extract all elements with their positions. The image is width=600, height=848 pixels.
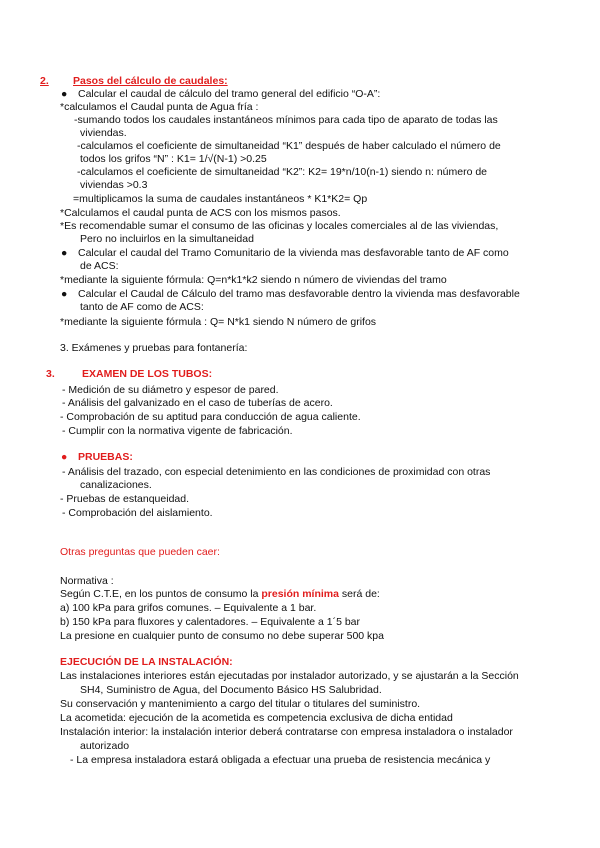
section-2-number: 2. — [40, 75, 49, 87]
cte-highlight: presión mínima — [261, 588, 339, 600]
section-2-title: Pasos del cálculo de caudales: — [73, 75, 228, 87]
ejecucion-title: EJECUCIÓN DE LA INSTALACIÓN: — [60, 656, 233, 668]
section-3-item: - Análisis del galvanizado en el caso de tuberías de acero. — [62, 397, 333, 409]
pruebas-item: - Pruebas de estanqueidad. — [60, 493, 190, 505]
section-2-line: *Es recomendable sumar el consumo de las oficinas y locales comerciales al de las viviendas, — [60, 220, 499, 232]
section-3-item: - Medición de su diámetro y espesor de pared. — [62, 384, 279, 396]
cte-line — [60, 588, 380, 601]
cte-text: Según C.T.E, en los puntos de consumo la — [60, 588, 262, 600]
bullet-icon: ● — [61, 247, 68, 259]
section-3-title: EXAMEN DE LOS TUBOS: — [82, 368, 213, 380]
pruebas-item: - Análisis del trazado, con especial detenimiento en las condiciones de proximidad con otras — [62, 466, 491, 478]
pressure-line: La presione en cualquier punto de consumo no debe superar 500 kpa — [60, 630, 384, 642]
bullet-icon: ● — [61, 288, 68, 300]
bullet-icon: ● — [61, 88, 68, 100]
pressure-line: a) 100 kPa para grifos comunes. – Equivalente a 1 bar. — [60, 602, 317, 614]
section-2-line: *mediante la siguiente fórmula: Q=n*k1*k2 siendo n número de viviendas del tramo — [60, 274, 447, 286]
otras-heading: Otras preguntas que pueden caer: — [60, 546, 220, 558]
section-2-line: viviendas. — [80, 127, 127, 139]
ejecucion-line: autorizado — [80, 740, 130, 752]
ejecucion-line: Su conservación y mantenimiento a cargo del titular o titulares del suministro. — [60, 698, 421, 710]
ejecucion-line: SH4, Suministro de Agua, del Documento Básico HS Salubridad. — [80, 684, 382, 696]
item-3-heading: 3. Exámenes y pruebas para fontanería: — [60, 342, 248, 354]
section-2-line: *Calculamos el caudal punta de ACS con los mismos pasos. — [60, 207, 341, 219]
section-2-line: *mediante la siguiente fórmula : Q= N*k1 siendo N número de grifos — [60, 316, 377, 328]
section-2-line: viviendas >0.3 — [80, 179, 148, 191]
pressure-line: b) 150 kPa para fluxores y calentadores. – Equivalente a 1´5 bar — [60, 616, 361, 628]
pruebas-item: canalizaciones. — [80, 479, 152, 491]
section-2-line: -calculamos el coeficiente de simultaneidad “K2”: K2= 19*n/10(n-1) siendo n: número de — [77, 166, 488, 178]
section-2-line: *calculamos el Caudal punta de Agua fría : — [60, 101, 259, 113]
pruebas-title: PRUEBAS: — [78, 451, 133, 463]
section-2-line: tanto de AF como de ACS: — [80, 301, 204, 313]
section-2-line: =multiplicamos la suma de caudales instantáneos * K1*K2= Qp — [73, 193, 368, 205]
section-3-item: - Comprobación de su aptitud para conducción de agua caliente. — [60, 411, 361, 423]
section-3-number: 3. — [46, 368, 55, 380]
ejecucion-line: Las instalaciones interiores están ejecutadas por instalador autorizado, y se ajustarán a la Sección — [60, 670, 519, 682]
section-3-item: - Cumplir con la normativa vigente de fabricación. — [62, 425, 293, 437]
cte-text-end: será de: — [338, 588, 380, 600]
section-2-line: Calcular el caudal del Tramo Comunitario de la vivienda mas desfavorable tanto de AF como — [78, 247, 509, 259]
bullet-icon: ● — [61, 451, 68, 463]
section-2-line: Pero no incluirlos en la simultaneidad — [80, 233, 254, 245]
section-2-line: de ACS: — [80, 260, 119, 272]
section-2-line: todos los grifos “N” : K1= 1/√(N-1) >0.25 — [80, 153, 267, 165]
ejecucion-line: La acometida: ejecución de la acometida es competencia exclusiva de dicha entidad — [60, 712, 453, 724]
pruebas-item: - Comprobación del aislamiento. — [62, 507, 213, 519]
section-2-line: Calcular el caudal de cálculo del tramo general del edificio “O-A”: — [78, 88, 381, 100]
ejecucion-line: Instalación interior: la instalación interior deberá contratarse con empresa instaladora o instalador — [60, 726, 513, 738]
normativa-label: Normativa : — [60, 575, 114, 587]
section-2-line: -calculamos el coeficiente de simultaneidad “K1” después de haber calculado el número de — [77, 140, 501, 152]
section-2-line: Calcular el Caudal de Cálculo del tramo mas desfavorable dentro la vivienda mas desfavorable — [78, 288, 520, 300]
section-2-line: -sumando todos los caudales instantáneos mínimos para cada tipo de aparato de todas las — [74, 114, 498, 126]
ejecucion-line: - La empresa instaladora estará obligada a efectuar una prueba de resistencia mecánica y — [70, 754, 491, 766]
